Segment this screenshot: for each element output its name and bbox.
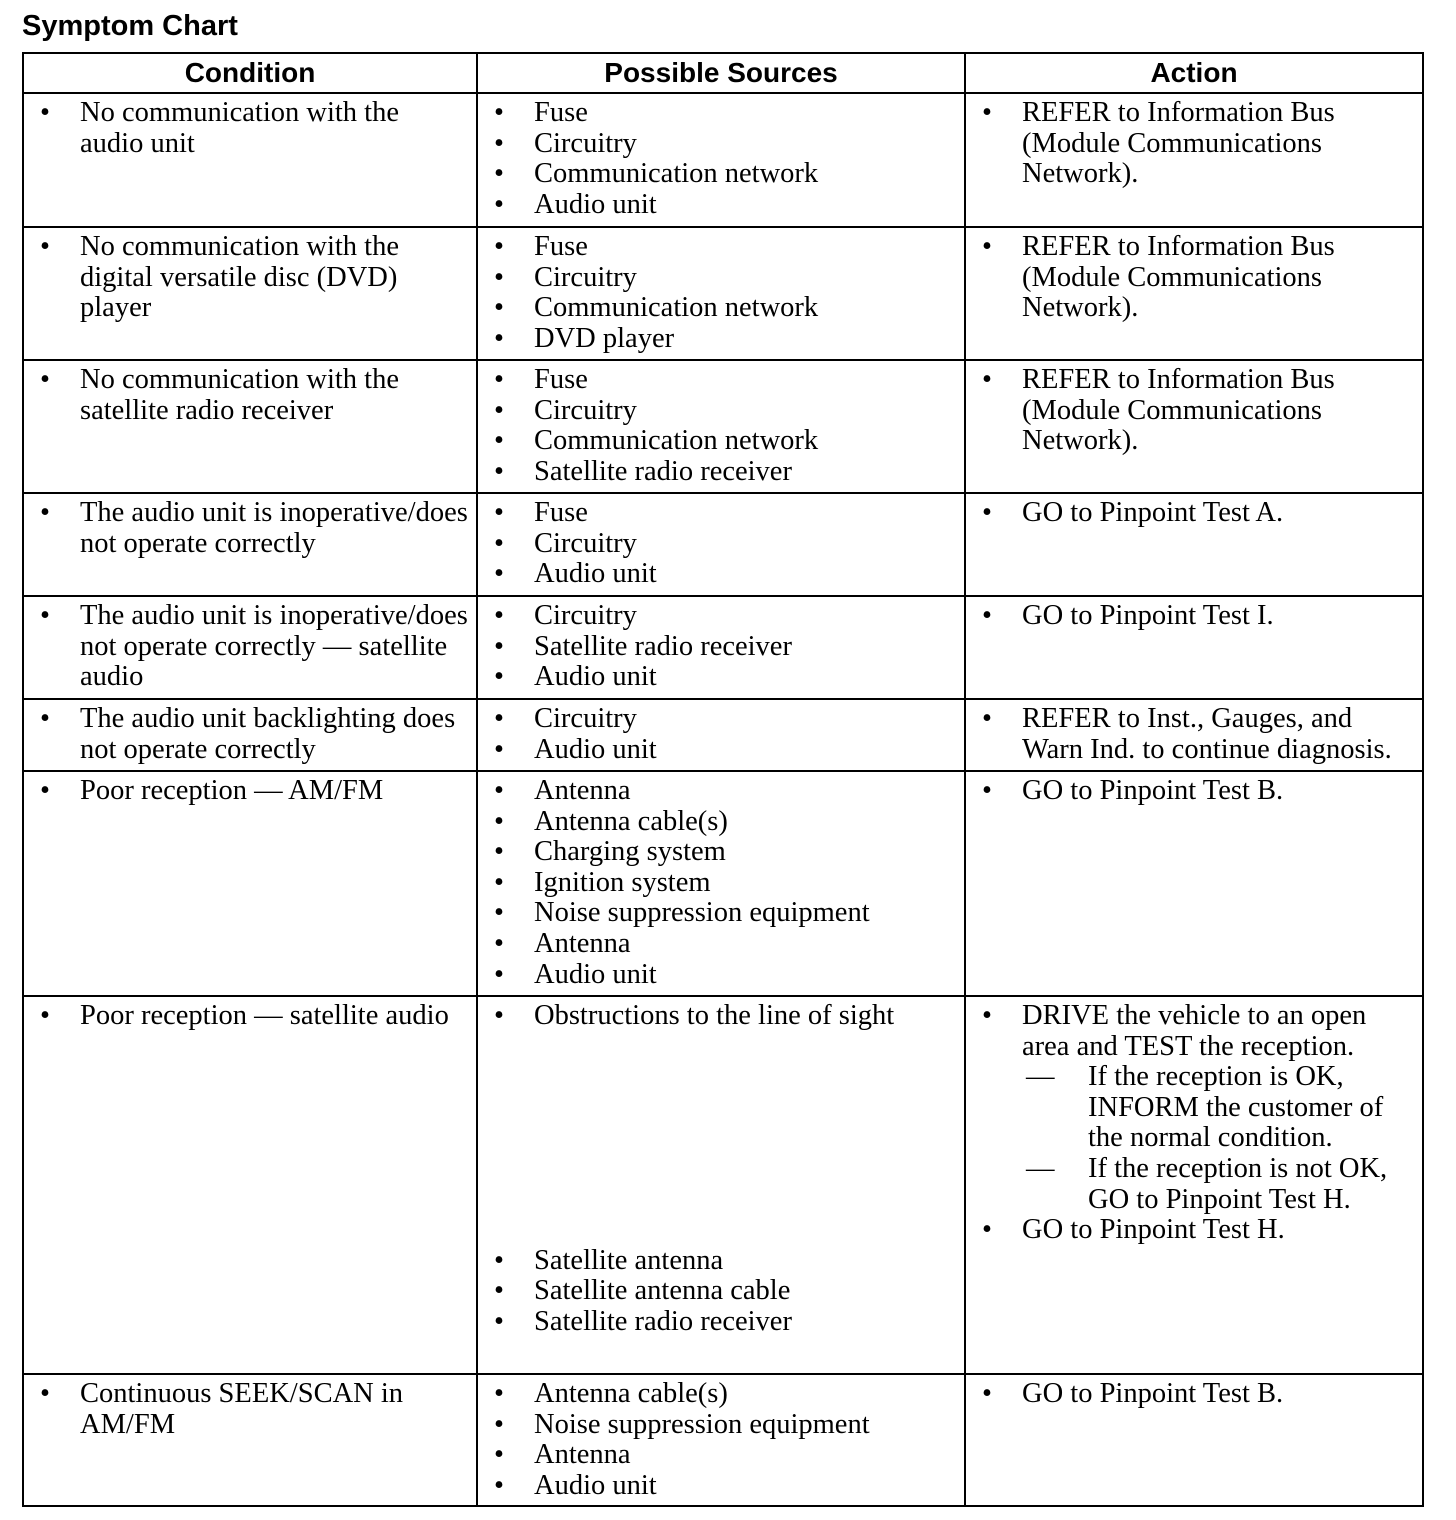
source-item: • Satellite radio receiver bbox=[488, 457, 956, 488]
action-cell bbox=[965, 1374, 1423, 1506]
source-item: • Audio unit bbox=[488, 662, 956, 693]
sources-cell bbox=[477, 1374, 965, 1506]
condition-cell bbox=[23, 227, 477, 360]
source-item: • Antenna bbox=[488, 929, 956, 960]
source-item: • Satellite antenna cable bbox=[488, 1276, 956, 1307]
condition-text: • No communication with the audio unit bbox=[34, 98, 468, 159]
table-row bbox=[23, 493, 1423, 596]
table-row bbox=[23, 93, 1423, 227]
action-cell bbox=[965, 227, 1423, 360]
table-row bbox=[23, 996, 1423, 1374]
sources-cell bbox=[477, 227, 965, 360]
action-sub-item: — If the reception is not OK, GO to Pinpoint Test H. bbox=[1022, 1154, 1414, 1215]
action-text: • GO to Pinpoint Test A. bbox=[976, 498, 1414, 529]
table-row bbox=[23, 699, 1423, 771]
condition-text: • No communication with the digital versatile disc (DVD) player bbox=[34, 232, 468, 324]
condition-cell bbox=[23, 1374, 477, 1506]
source-item: • DVD player bbox=[488, 324, 956, 355]
action-sub-item: — If the reception is OK, INFORM the customer of the normal condition. bbox=[1022, 1062, 1414, 1154]
header-row bbox=[23, 53, 1423, 93]
sources-cell bbox=[477, 771, 965, 996]
source-item: • Noise suppression equipment bbox=[488, 898, 956, 929]
action-cell bbox=[965, 493, 1423, 596]
source-item: • Audio unit bbox=[488, 559, 956, 590]
source-item: • Satellite radio receiver bbox=[488, 1307, 956, 1338]
sources-cell bbox=[477, 360, 965, 493]
condition-cell bbox=[23, 699, 477, 771]
source-item: • Circuitry bbox=[488, 129, 956, 160]
condition-cell bbox=[23, 360, 477, 493]
action-text: • REFER to Information Bus (Module Communications Network). bbox=[976, 365, 1414, 457]
table-row bbox=[23, 360, 1423, 493]
source-item: • Antenna bbox=[488, 1440, 956, 1471]
source-item: • Audio unit bbox=[488, 190, 956, 221]
source-item: • Obstructions to the line of sight bbox=[488, 1001, 956, 1032]
source-item: • Antenna bbox=[488, 776, 956, 807]
action-cell bbox=[965, 360, 1423, 493]
source-item: • Audio unit bbox=[488, 960, 956, 991]
action-cell bbox=[965, 596, 1423, 699]
source-item: • Circuitry bbox=[488, 396, 956, 427]
action-cell bbox=[965, 93, 1423, 227]
action-text: • GO to Pinpoint Test B. bbox=[976, 776, 1414, 807]
condition-cell bbox=[23, 596, 477, 699]
action-text: • GO to Pinpoint Test B. bbox=[976, 1379, 1414, 1410]
source-item: • Communication network bbox=[488, 159, 956, 190]
condition-text: • The audio unit backlighting does not operate correctly bbox=[34, 704, 468, 765]
header-condition: Condition bbox=[23, 53, 477, 93]
action-text: • REFER to Information Bus (Module Communications Network). bbox=[976, 232, 1414, 324]
action-text: • REFER to Inst., Gauges, and Warn Ind. to continue diagnosis. bbox=[976, 704, 1414, 765]
source-item: • Satellite radio receiver bbox=[488, 632, 956, 663]
condition-text: • Poor reception — satellite audio bbox=[34, 1001, 468, 1032]
condition-text: • The audio unit is inoperative/does not operate correctly bbox=[34, 498, 468, 559]
source-item: • Audio unit bbox=[488, 735, 956, 766]
sources-cell bbox=[477, 996, 965, 1374]
source-item: • Audio unit bbox=[488, 1471, 956, 1502]
sources-cell bbox=[477, 493, 965, 596]
page-title: Symptom Chart bbox=[22, 10, 238, 42]
source-item: • Satellite antenna bbox=[488, 1246, 956, 1277]
table-row bbox=[23, 596, 1423, 699]
sources-cell bbox=[477, 596, 965, 699]
action-text: • REFER to Information Bus (Module Communications Network). bbox=[976, 98, 1414, 190]
source-item: • Antenna cable(s) bbox=[488, 807, 956, 838]
condition-text: • The audio unit is inoperative/does not operate correctly — satellite audio bbox=[34, 601, 468, 693]
action-cell bbox=[965, 699, 1423, 771]
source-item: • Circuitry bbox=[488, 529, 956, 560]
source-item: • Charging system bbox=[488, 837, 956, 868]
sources-cell bbox=[477, 699, 965, 771]
condition-cell bbox=[23, 493, 477, 596]
source-item: • Circuitry bbox=[488, 704, 956, 735]
source-item: • Ignition system bbox=[488, 868, 956, 899]
condition-text: • No communication with the satellite radio receiver bbox=[34, 365, 468, 426]
action-text: • GO to Pinpoint Test I. bbox=[976, 601, 1414, 632]
action-sub-list bbox=[1022, 1062, 1414, 1215]
source-item: • Communication network bbox=[488, 426, 956, 457]
action-cell bbox=[965, 996, 1423, 1374]
table-row bbox=[23, 771, 1423, 996]
condition-cell bbox=[23, 93, 477, 227]
condition-cell bbox=[23, 996, 477, 1374]
condition-text: • Continuous SEEK/SCAN in AM/FM bbox=[34, 1379, 468, 1440]
source-item: • Fuse bbox=[488, 365, 956, 396]
source-item: • Circuitry bbox=[488, 601, 956, 632]
condition-cell bbox=[23, 771, 477, 996]
header-action: Action bbox=[965, 53, 1423, 93]
source-item: • Fuse bbox=[488, 498, 956, 529]
source-item: • Communication network bbox=[488, 293, 956, 324]
source-item: • Fuse bbox=[488, 98, 956, 129]
action-step bbox=[976, 1001, 1414, 1215]
table-row bbox=[23, 1374, 1423, 1506]
action-cell bbox=[965, 771, 1423, 996]
source-item: • Noise suppression equipment bbox=[488, 1410, 956, 1441]
action-text: DRIVE the vehicle to an open area and TEST the reception. bbox=[1022, 1000, 1367, 1062]
header-possible-sources: Possible Sources bbox=[477, 53, 965, 93]
spacer bbox=[488, 1032, 956, 1246]
action-text: • GO to Pinpoint Test H. bbox=[976, 1215, 1414, 1246]
condition-text: • Poor reception — AM/FM bbox=[34, 776, 468, 807]
source-item: • Fuse bbox=[488, 232, 956, 263]
table-row bbox=[23, 227, 1423, 360]
sources-cell bbox=[477, 93, 965, 227]
symptom-table bbox=[22, 52, 1424, 1507]
source-item: • Circuitry bbox=[488, 263, 956, 294]
source-item: • Antenna cable(s) bbox=[488, 1379, 956, 1410]
